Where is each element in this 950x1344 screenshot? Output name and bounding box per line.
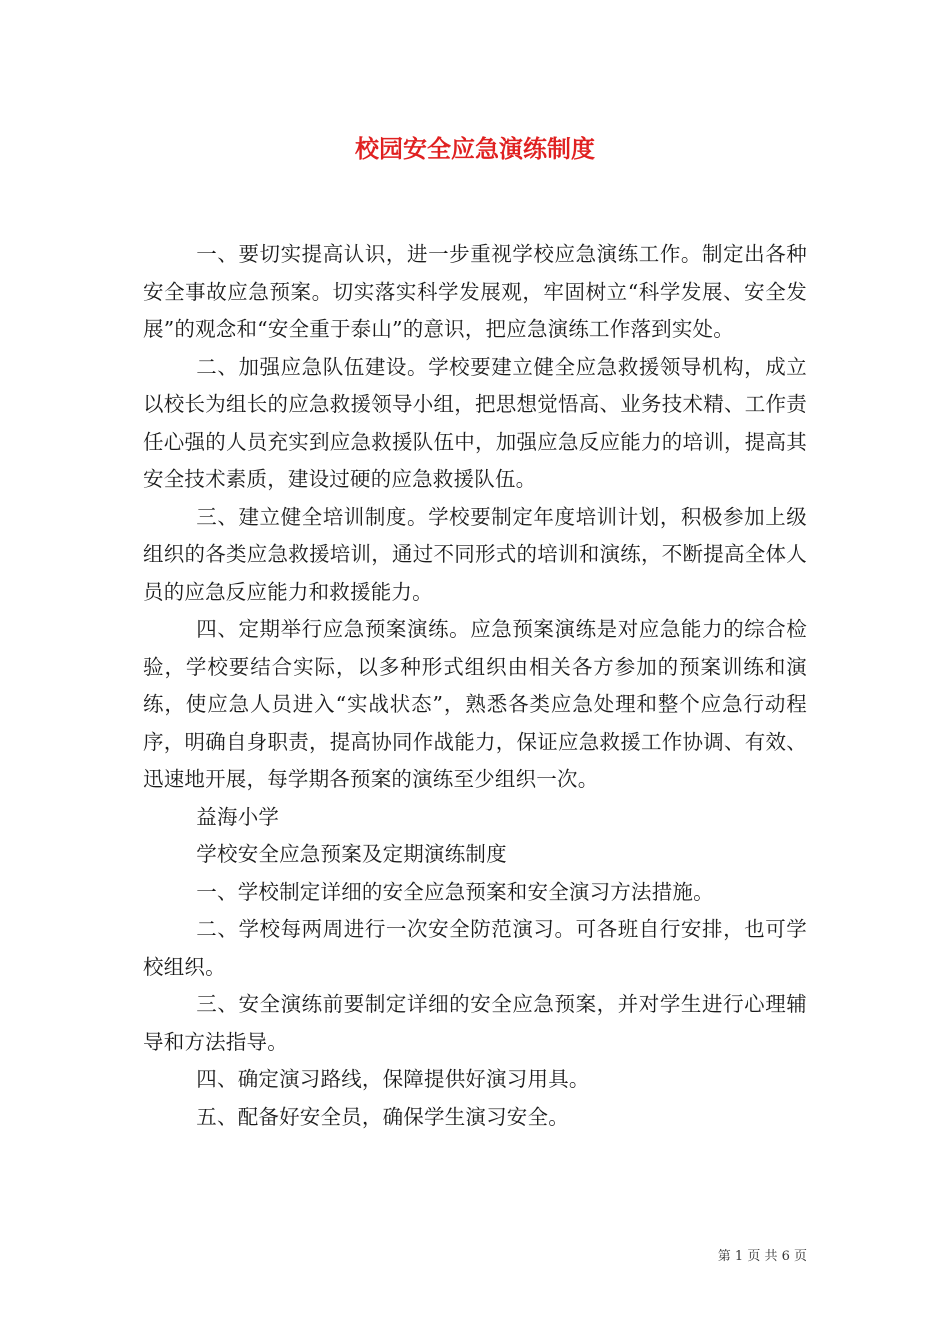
second-title: 学校安全应急预案及定期演练制度 (196, 842, 507, 866)
paragraph-2: 二、加强应急队伍建设。学校要建立健全应急救援领导机构，成立以校长为组长的应急救援领导小组，把思想觉悟高、业务技术精、工作责任心强的人员充实到应急救援队伍中，加强应急反应能力的培训，提高其安全技术素质，建设过硬的应急救援队伍。 (143, 354, 807, 491)
rule-item-1: 一、学校制定详细的安全应急预案和安全演习方法措施。 (196, 879, 714, 904)
paragraph-3: 三、建立健全培训制度。学校要制定年度培训计划，积极参加上级组织的各类应急救援培训，通过不同形式的培训和演练，不断提高全体人员的应急反应能力和救援能力。 (143, 504, 807, 604)
rule-item-2: 二、学校每两周进行一次安全防范演习。可各班自行安排，也可学校组织。 (143, 917, 807, 979)
rule-item-5: 五、配备好安全员，确保学生演习安全。 (196, 1104, 569, 1129)
document-title: 校园安全应急演练制度 (355, 134, 595, 163)
school-name: 益海小学 (196, 804, 280, 829)
page-number: 第 1 页 共 6 页 (717, 1249, 807, 1264)
paragraph-4: 四、定期举行应急预案演练。应急预案演练是对应急能力的综合检验，学校要结合实际，以多种形式组织由相关各方参加的预案训练和演练，使应急人员进入“实战状态”，熟悉各类应急处理和整个应急行动程序，明确自身职责，提高协同作战能力，保证应急救援工作协调、有效、迅速地开展，每学期各预案的演练至少组织一次。 (143, 617, 807, 791)
paragraph-1: 一、要切实提高认识，进一步重视学校应急演练工作。制定出各种安全事故应急预案。切实落实科学发展观，牢固树立“科学发展、安全发展”的观念和“安全重于泰山”的意识，把应急演练工作落到实处。 (143, 242, 807, 341)
rule-item-3: 三、安全演练前要制定详细的安全应急预案，并对学生进行心理辅导和方法指导。 (143, 992, 807, 1054)
rule-item-4: 四、确定演习路线，保障提供好演习用具。 (196, 1067, 590, 1091)
document-body (143, 236, 807, 1136)
